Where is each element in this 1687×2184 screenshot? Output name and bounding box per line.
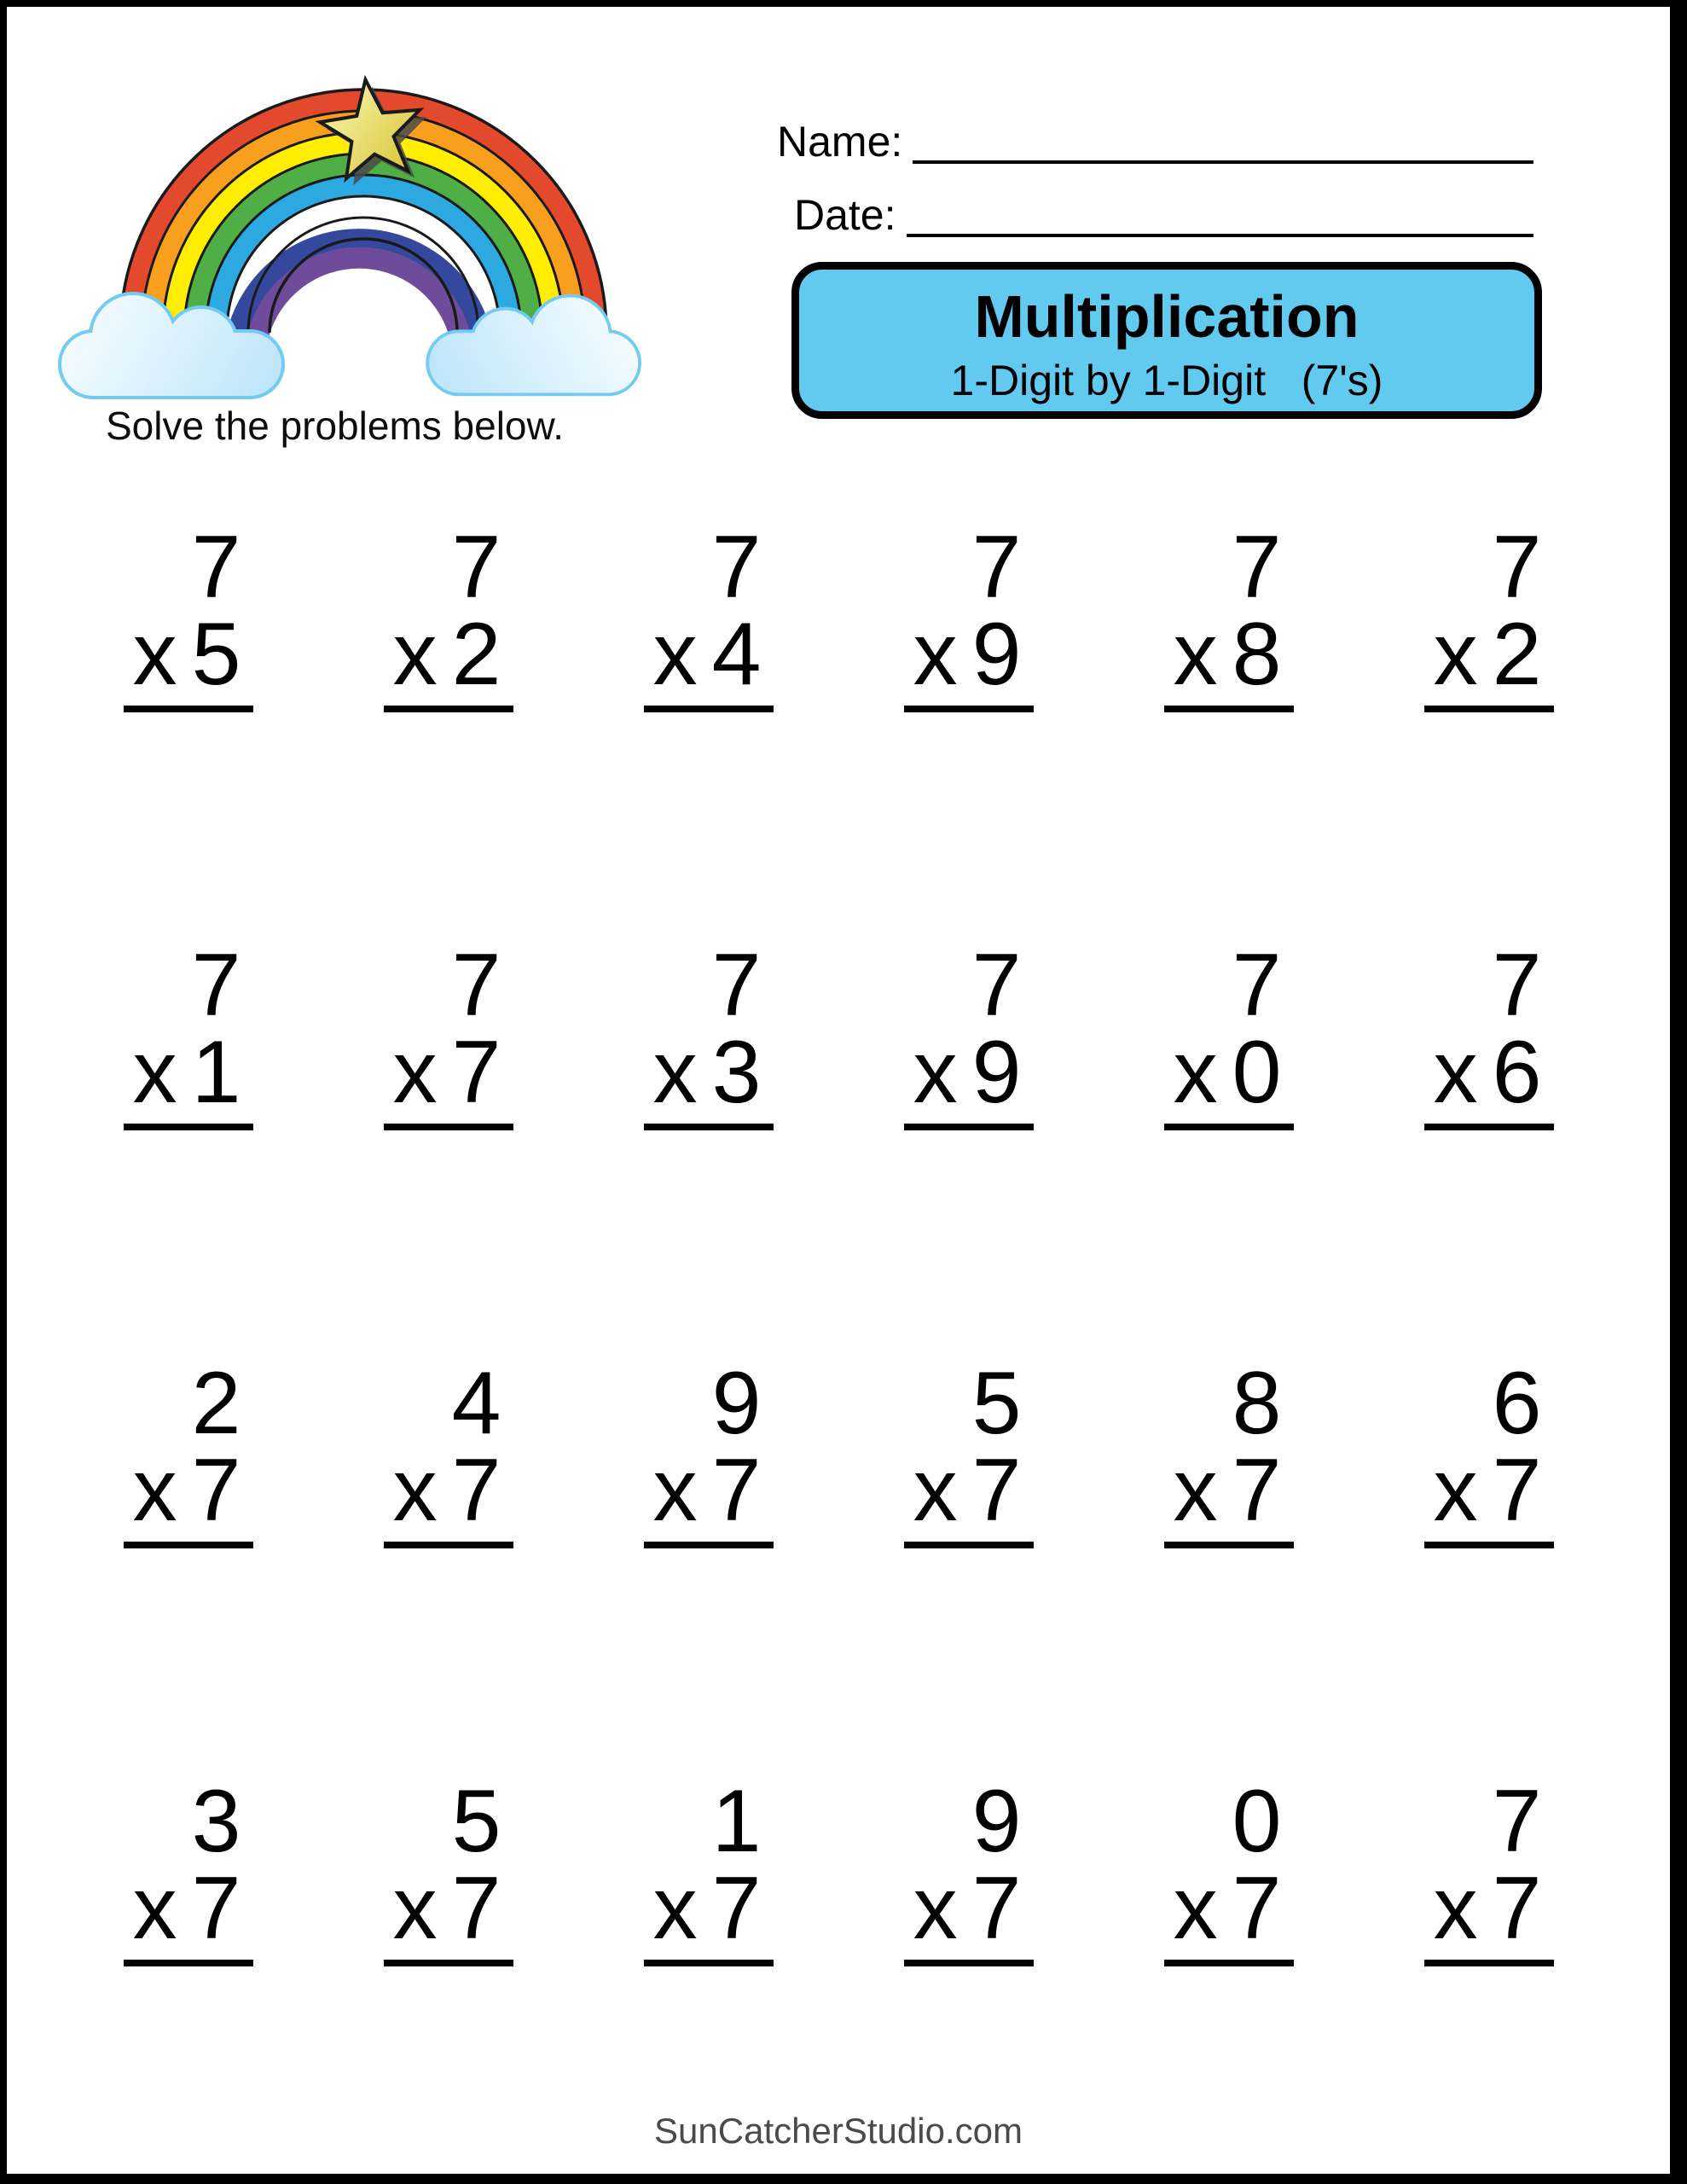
answer-line	[384, 706, 513, 712]
date-label: Date:	[794, 190, 896, 239]
problem	[904, 936, 1034, 1140]
multiplicand: 5	[451, 1772, 501, 1871]
problem	[1164, 1772, 1294, 1976]
answer-line	[124, 1960, 253, 1966]
problem	[1164, 518, 1294, 722]
problems-grid	[58, 518, 1619, 1976]
problem	[644, 936, 774, 1140]
multiply-operator: x	[1433, 605, 1478, 704]
multiply-operator: x	[132, 605, 177, 704]
multiplier-row	[904, 1441, 1034, 1540]
multiply-operator: x	[913, 1441, 958, 1540]
multiplier-row	[384, 605, 513, 704]
problem	[1424, 1354, 1554, 1558]
date-row	[777, 181, 1533, 237]
multiply-operator: x	[913, 1859, 958, 1958]
multiplicand: 9	[711, 1354, 762, 1453]
multiplier-row	[124, 605, 253, 704]
multiply-operator: x	[1173, 1859, 1218, 1958]
multiplier: 1	[191, 1023, 241, 1122]
multiplier-row	[384, 1023, 513, 1122]
answer-line	[644, 1542, 774, 1548]
multiplicand: 7	[971, 936, 1022, 1035]
multiplicand: 7	[711, 518, 762, 617]
answer-line	[1424, 706, 1554, 712]
multiplier: 8	[1232, 605, 1282, 704]
multiplier-row	[124, 1441, 253, 1540]
multiplicand: 3	[191, 1772, 241, 1871]
multiply-operator: x	[652, 1859, 698, 1958]
multiplier-row	[1164, 1859, 1294, 1958]
multiplicand: 5	[971, 1354, 1022, 1453]
problem	[384, 1772, 513, 1976]
multiplier: 4	[711, 605, 762, 704]
problem	[1164, 936, 1294, 1140]
multiplier-row	[1164, 1441, 1294, 1540]
multiply-operator: x	[132, 1859, 177, 1958]
multiplier-row	[644, 1441, 774, 1540]
problem	[384, 936, 513, 1140]
multiplicand: 7	[451, 936, 501, 1035]
multiplier-row	[1424, 605, 1554, 704]
multiplicand: 7	[971, 518, 1022, 617]
answer-line	[1164, 1960, 1294, 1966]
multiplier-row	[1164, 1023, 1294, 1122]
multiplicand: 0	[1232, 1772, 1282, 1871]
multiply-operator: x	[392, 1023, 438, 1122]
multiplicand: 9	[971, 1772, 1022, 1871]
multiply-operator: x	[652, 605, 698, 704]
problem	[124, 1354, 253, 1558]
answer-line	[1164, 1542, 1294, 1548]
answer-line	[904, 1542, 1034, 1548]
multiply-operator: x	[913, 605, 958, 704]
multiply-operator: x	[1433, 1859, 1478, 1958]
problem	[904, 1772, 1034, 1976]
multiplier: 7	[451, 1023, 501, 1122]
worksheet-subtitle: 1-Digit by 1-Digit (7's)	[950, 357, 1383, 404]
answer-line	[644, 1124, 774, 1130]
answer-line	[644, 1960, 774, 1966]
answer-line	[644, 706, 774, 712]
multiplier-row	[644, 1859, 774, 1958]
multiply-operator: x	[392, 605, 438, 704]
multiplicand: 7	[1232, 518, 1282, 617]
multiply-operator: x	[652, 1023, 698, 1122]
multiplier: 7	[971, 1441, 1022, 1540]
multiplicand: 7	[191, 936, 241, 1035]
multiplicand: 7	[1492, 936, 1542, 1035]
name-row	[777, 107, 1533, 164]
multiplicand: 7	[711, 936, 762, 1035]
rainbow-graphic	[56, 51, 645, 403]
multiplier: 9	[971, 1023, 1022, 1122]
multiplier-row	[1424, 1023, 1554, 1122]
problem	[1164, 1354, 1294, 1558]
multiplier-row	[904, 1023, 1034, 1122]
answer-line	[384, 1124, 513, 1130]
multiplicand: 7	[1232, 936, 1282, 1035]
problem	[904, 518, 1034, 722]
answer-line	[1424, 1124, 1554, 1130]
multiplier-row	[904, 1859, 1034, 1958]
problem	[1424, 1772, 1554, 1976]
multiply-operator: x	[1433, 1441, 1478, 1540]
multiplier: 2	[451, 605, 501, 704]
multiplier: 7	[711, 1859, 762, 1958]
answer-line	[124, 706, 253, 712]
multiplicand: 7	[451, 518, 501, 617]
answer-line	[1424, 1960, 1554, 1966]
multiplicand: 4	[451, 1354, 501, 1453]
multiply-operator: x	[913, 1023, 958, 1122]
multiplier: 6	[1492, 1023, 1542, 1122]
date-line	[907, 234, 1533, 237]
multiplier: 7	[451, 1441, 501, 1540]
multiplier-row	[644, 605, 774, 704]
answer-line	[384, 1960, 513, 1966]
problem	[644, 1354, 774, 1558]
multiplier-row	[384, 1859, 513, 1958]
multiplicand: 2	[191, 1354, 241, 1453]
multiplier: 3	[711, 1023, 762, 1122]
multiplier: 0	[1232, 1023, 1282, 1122]
multiply-operator: x	[132, 1023, 177, 1122]
multiplicand: 7	[1492, 1772, 1542, 1871]
problem	[644, 1772, 774, 1976]
instruction-text: Solve the problems below.	[106, 404, 564, 448]
multiplier-row	[384, 1441, 513, 1540]
worksheet-title: Multiplication	[974, 283, 1359, 350]
problem	[644, 518, 774, 722]
name-label: Name:	[777, 117, 903, 166]
answer-line	[1424, 1542, 1554, 1548]
multiplier-row	[124, 1023, 253, 1122]
answer-line	[124, 1542, 253, 1548]
multiplicand: 8	[1232, 1354, 1282, 1453]
answer-line	[1164, 1124, 1294, 1130]
multiplicand: 7	[191, 518, 241, 617]
multiply-operator: x	[1173, 1441, 1218, 1540]
problem	[124, 518, 253, 722]
multiply-operator: x	[392, 1859, 438, 1958]
problem	[904, 1354, 1034, 1558]
multiplier: 7	[971, 1859, 1022, 1958]
multiply-operator: x	[652, 1441, 698, 1540]
multiplier: 7	[191, 1441, 241, 1540]
multiplier: 7	[711, 1441, 762, 1540]
problem	[1424, 518, 1554, 722]
name-date-block	[777, 107, 1533, 237]
answer-line	[384, 1542, 513, 1548]
answer-line	[124, 1124, 253, 1130]
multiplier: 5	[191, 605, 241, 704]
multiplier-row	[1424, 1859, 1554, 1958]
multiply-operator: x	[1173, 1023, 1218, 1122]
multiplicand: 6	[1492, 1354, 1542, 1453]
multiplier: 7	[1232, 1441, 1282, 1540]
multiplier-row	[904, 605, 1034, 704]
multiplier: 2	[1492, 605, 1542, 704]
answer-line	[904, 1960, 1034, 1966]
multiply-operator: x	[392, 1441, 438, 1540]
answer-line	[904, 1124, 1034, 1130]
multiplier: 7	[1232, 1859, 1282, 1958]
multiplier-row	[1424, 1441, 1554, 1540]
multiplier-row	[1164, 605, 1294, 704]
multiplicand: 1	[711, 1772, 762, 1871]
multiplier: 7	[1492, 1859, 1542, 1958]
problem	[124, 1772, 253, 1976]
title-box	[791, 262, 1542, 419]
multiply-operator: x	[132, 1441, 177, 1540]
problem	[384, 518, 513, 722]
answer-line	[1164, 706, 1294, 712]
multiplier-row	[644, 1023, 774, 1122]
name-line	[913, 160, 1533, 164]
multiply-operator: x	[1173, 605, 1218, 704]
multiplier: 9	[971, 605, 1022, 704]
multiply-operator: x	[1433, 1023, 1478, 1122]
answer-line	[904, 706, 1034, 712]
site-credit: SunCatcherStudio.com	[654, 2111, 1023, 2151]
multiplier: 7	[1492, 1441, 1542, 1540]
problem	[124, 936, 253, 1140]
multiplier: 7	[191, 1859, 241, 1958]
multiplier-row	[124, 1859, 253, 1958]
problem	[1424, 936, 1554, 1140]
multiplicand: 7	[1492, 518, 1542, 617]
multiplier: 7	[451, 1859, 501, 1958]
problem	[384, 1354, 513, 1558]
